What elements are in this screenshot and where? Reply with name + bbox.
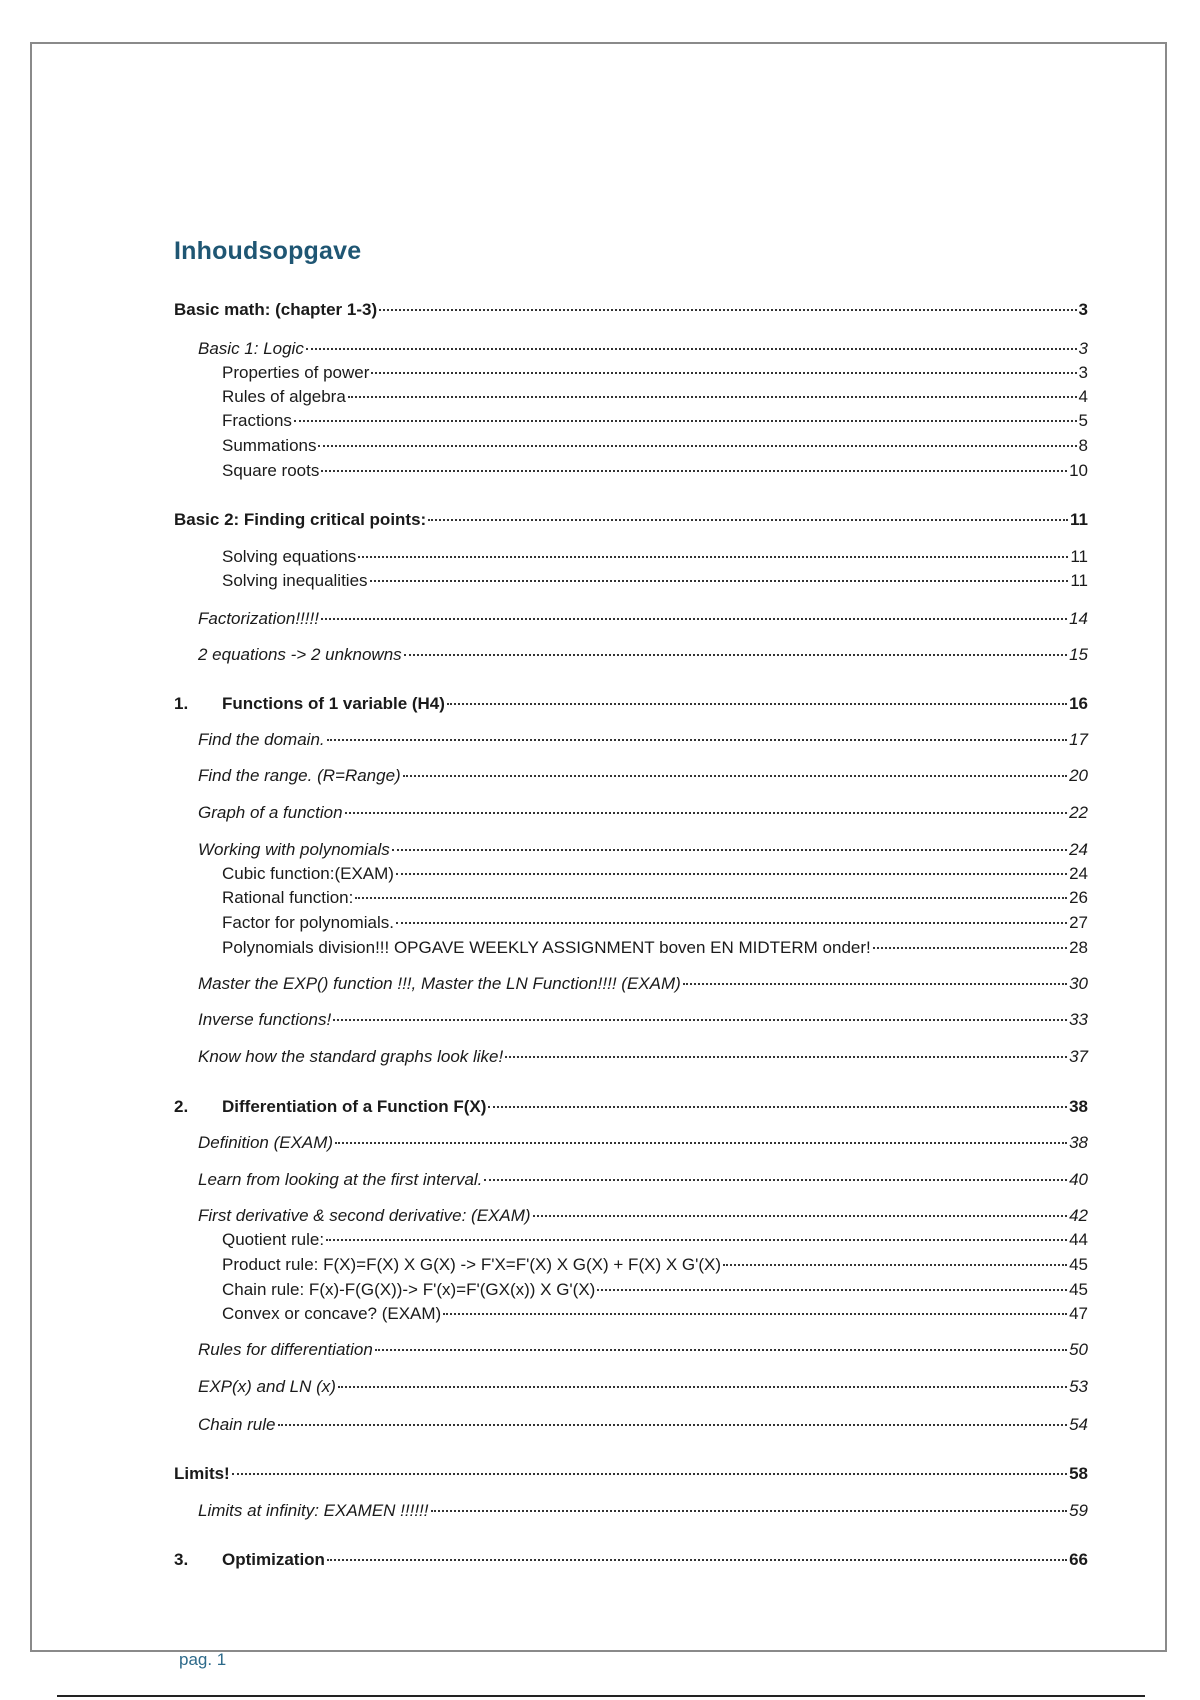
toc-entry-text: First derivative & second derivative: (EXAM) — [198, 1206, 531, 1225]
toc-entry-text: Graph of a function — [198, 803, 343, 822]
toc-leader — [345, 812, 1067, 814]
page-number: pag. 1 — [179, 1650, 227, 1669]
toc-entry[interactable] — [198, 1010, 1088, 1030]
toc-leader — [443, 1313, 1067, 1315]
toc-entry-page: 42 — [1069, 1206, 1088, 1225]
toc-entry[interactable] — [174, 1550, 1088, 1570]
toc-leader — [321, 470, 1067, 472]
toc-entry-page: 45 — [1069, 1255, 1088, 1274]
toc-entry[interactable] — [222, 864, 1088, 884]
toc-leader — [597, 1289, 1067, 1291]
toc-leader — [533, 1215, 1068, 1217]
toc-entry-page: 44 — [1069, 1230, 1088, 1249]
toc-entry[interactable] — [198, 1206, 1088, 1226]
toc-leader — [358, 556, 1068, 558]
toc-entry-text: Summations — [222, 436, 317, 455]
toc-entry-text: 2 equations -> 2 unknowns — [198, 645, 402, 664]
toc-entry-text: Limits! — [174, 1464, 230, 1483]
toc-entry-text: Polynomials division!!! OPGAVE WEEKLY ASSIGNMENT boven EN MIDTERM onder! — [222, 938, 871, 957]
document-page — [30, 42, 1167, 1669]
toc-entry-page: 5 — [1078, 411, 1088, 430]
toc-entry-text: Factorization!!!!! — [198, 609, 319, 628]
toc-leader — [396, 873, 1067, 875]
toc-entry[interactable] — [222, 461, 1088, 481]
toc-leader — [396, 922, 1067, 924]
toc-entry-page: 38 — [1069, 1133, 1088, 1152]
toc-entry-text: Rational function: — [222, 888, 354, 907]
toc-leader — [488, 1106, 1067, 1108]
toc-leader — [318, 445, 1076, 447]
toc-entry-page: 10 — [1069, 461, 1088, 480]
toc-entry-page: 8 — [1078, 436, 1088, 455]
toc-entry-page: 15 — [1069, 645, 1088, 664]
toc-entry-page: 14 — [1069, 609, 1088, 628]
toc-entry-text: Convex or concave? (EXAM) — [222, 1304, 442, 1323]
toc-entry[interactable] — [198, 1415, 1088, 1435]
toc-entry-text: Basic 1: Logic — [198, 339, 304, 358]
toc-entry[interactable] — [198, 1133, 1088, 1153]
toc-entry-page: 11 — [1070, 571, 1088, 590]
toc-entry-page: 11 — [1070, 510, 1088, 529]
toc-entry[interactable] — [222, 1230, 1088, 1250]
toc-entry[interactable] — [222, 1280, 1088, 1300]
toc-entry-page: 50 — [1069, 1340, 1088, 1359]
toc-entry-page: 16 — [1069, 694, 1088, 713]
toc-entry-page: 45 — [1069, 1280, 1088, 1299]
toc-entry-text: Master the EXP() function !!!, Master the LN Function!!!! (EXAM) — [198, 974, 681, 993]
toc-entry-page: 11 — [1070, 547, 1088, 566]
toc-entry-number: 1. — [174, 694, 189, 713]
toc-entry-page: 66 — [1069, 1550, 1088, 1569]
toc-entry[interactable] — [174, 1097, 1088, 1117]
toc-entry-text: Fractions — [222, 411, 292, 430]
toc-leader — [379, 309, 1076, 311]
toc-entry[interactable] — [198, 766, 1088, 786]
toc-entry[interactable] — [222, 888, 1088, 908]
toc-entry[interactable] — [222, 1255, 1088, 1275]
toc-entry-text: Chain rule: F(x)-F(G(X))-> F'(x)=F'(GX(x)) X G'(X) — [222, 1280, 596, 1299]
toc-entry[interactable] — [222, 1304, 1088, 1324]
toc-entry-page: 27 — [1069, 913, 1088, 932]
toc-list — [174, 44, 1088, 1650]
toc-leader — [683, 983, 1067, 985]
toc-leader — [355, 897, 1067, 899]
toc-leader — [348, 396, 1077, 398]
toc-entry[interactable] — [222, 387, 1088, 407]
toc-leader — [326, 1239, 1067, 1241]
toc-entry-page: 24 — [1069, 840, 1088, 859]
toc-leader — [375, 1349, 1067, 1351]
toc-entry-text: Basic 2: Finding critical points: — [174, 510, 427, 529]
toc-entry[interactable] — [222, 938, 1088, 958]
toc-entry[interactable] — [198, 609, 1088, 629]
toc-entry[interactable] — [174, 300, 1088, 320]
toc-entry[interactable] — [174, 1464, 1088, 1484]
toc-leader — [327, 1559, 1067, 1561]
toc-entry-page: 3 — [1078, 300, 1088, 319]
toc-entry-page: 30 — [1069, 974, 1088, 993]
toc-leader — [327, 739, 1067, 741]
toc-entry[interactable] — [222, 913, 1088, 933]
toc-entry-page: 28 — [1069, 938, 1088, 957]
toc-entry[interactable] — [198, 803, 1088, 823]
toc-entry-page: 37 — [1069, 1047, 1088, 1066]
toc-entry-text: EXP(x) and LN (x) — [198, 1377, 336, 1396]
toc-leader — [306, 348, 1077, 350]
toc-leader — [338, 1386, 1067, 1388]
toc-leader — [371, 372, 1076, 374]
toc-entry-text: Functions of 1 variable (H4) — [222, 694, 445, 713]
toc-entry[interactable] — [222, 411, 1088, 431]
toc-entry-page: 26 — [1069, 888, 1088, 907]
toc-entry[interactable] — [198, 339, 1088, 359]
toc-leader — [232, 1473, 1067, 1475]
toc-entry-number: 3. — [174, 1550, 189, 1569]
toc-entry-text: Product rule: F(X)=F(X) X G(X) -> F'X=F'(X) X G(X) + F(X) X G'(X) — [222, 1255, 722, 1274]
toc-entry-text: Working with polynomials — [198, 840, 390, 859]
toc-title: Inhoudsopgave — [174, 237, 362, 265]
toc-leader — [392, 849, 1067, 851]
toc-entry[interactable] — [198, 1170, 1088, 1190]
toc-leader — [294, 420, 1077, 422]
toc-leader — [447, 703, 1067, 705]
toc-entry-text: Chain rule — [198, 1415, 276, 1434]
toc-entry-page: 54 — [1069, 1415, 1088, 1434]
toc-entry[interactable] — [198, 1377, 1088, 1397]
toc-entry[interactable] — [222, 363, 1088, 383]
toc-entry-page: 33 — [1069, 1010, 1088, 1029]
toc-entry[interactable] — [198, 840, 1088, 860]
toc-entry-number: 2. — [174, 1097, 189, 1116]
toc-entry-text: Cubic function:(EXAM) — [222, 864, 394, 883]
toc-leader — [403, 775, 1067, 777]
toc-leader — [873, 947, 1067, 949]
toc-entry-page: 59 — [1069, 1501, 1088, 1520]
toc-entry[interactable] — [222, 436, 1088, 456]
toc-entry-page: 22 — [1069, 803, 1088, 822]
toc-entry[interactable] — [222, 547, 1088, 567]
toc-entry-text: Learn from looking at the first interval. — [198, 1170, 483, 1189]
toc-leader — [428, 519, 1068, 521]
toc-entry-text: Solving inequalities — [222, 571, 368, 590]
toc-entry-text: Know how the standard graphs look like! — [198, 1047, 504, 1066]
toc-entry-text: Quotient rule: — [222, 1230, 325, 1249]
toc-entry-page: 17 — [1069, 730, 1088, 749]
toc-entry-page: 24 — [1069, 864, 1088, 883]
toc-entry[interactable] — [198, 1501, 1088, 1521]
toc-leader — [723, 1264, 1067, 1266]
toc-entry[interactable] — [198, 730, 1088, 750]
toc-entry[interactable] — [222, 571, 1088, 591]
toc-entry-text: Basic math: (chapter 1-3) — [174, 300, 378, 319]
toc-leader — [431, 1510, 1068, 1512]
toc-entry-text: Definition (EXAM) — [198, 1133, 334, 1152]
toc-entry-text: Inverse functions! — [198, 1010, 332, 1029]
toc-entry-page: 47 — [1069, 1304, 1088, 1323]
toc-leader — [370, 580, 1069, 582]
toc-leader — [321, 618, 1067, 620]
toc-entry-text: Properties of power — [222, 363, 370, 382]
toc-entry-text: Differentiation of a Function F(X) — [222, 1097, 487, 1116]
toc-entry-page: 58 — [1069, 1464, 1088, 1483]
toc-entry-page: 4 — [1078, 387, 1088, 406]
toc-entry-page: 38 — [1069, 1097, 1088, 1116]
toc-entry[interactable] — [174, 510, 1088, 530]
toc-entry-page: 3 — [1078, 363, 1088, 382]
toc-entry[interactable] — [198, 1047, 1088, 1067]
toc-leader — [278, 1424, 1068, 1426]
toc-entry-text: Limits at infinity: EXAMEN !!!!!! — [198, 1501, 429, 1520]
toc-entry-text: Optimization — [222, 1550, 325, 1569]
toc-entry-text: Square roots — [222, 461, 320, 480]
toc-entry-text: Rules for differentiation — [198, 1340, 373, 1359]
toc-entry-text: Factor for polynomials. — [222, 913, 394, 932]
toc-leader — [333, 1019, 1067, 1021]
toc-entry-text: Rules of algebra — [222, 387, 346, 406]
toc-entry[interactable] — [198, 645, 1088, 665]
toc-entry-text: Find the range. (R=Range) — [198, 766, 401, 785]
toc-leader — [505, 1056, 1067, 1058]
toc-entry-page: 53 — [1069, 1377, 1088, 1396]
bottom-rule — [57, 1695, 1145, 1697]
toc-leader — [404, 654, 1067, 656]
toc-entry-page: 3 — [1078, 339, 1088, 358]
toc-entry-text: Solving equations — [222, 547, 357, 566]
toc-entry[interactable] — [198, 974, 1088, 994]
toc-entry[interactable] — [198, 1340, 1088, 1360]
toc-entry-page: 40 — [1069, 1170, 1088, 1189]
toc-entry[interactable] — [174, 694, 1088, 714]
toc-leader — [484, 1179, 1067, 1181]
toc-leader — [335, 1142, 1067, 1144]
toc-entry-page: 20 — [1069, 766, 1088, 785]
toc-entry-text: Find the domain. — [198, 730, 325, 749]
